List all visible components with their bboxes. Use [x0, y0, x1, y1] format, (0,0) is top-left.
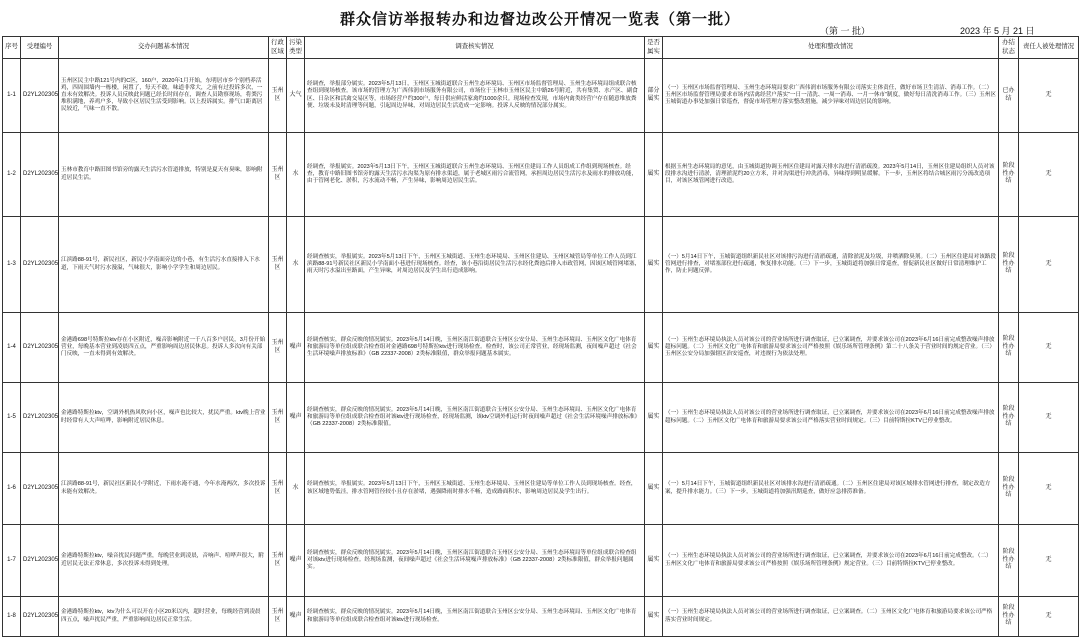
header-cell: 序号 [3, 37, 21, 59]
case-code: D2YL202305 [21, 525, 59, 597]
case-code: D2YL202305 [21, 59, 59, 133]
row-number: 1-8 [3, 597, 21, 637]
penalty-status: 无 [1019, 383, 1079, 453]
problem-description: 金港路特斯拉ktv，空调外机热风吹向小区，噪声也比较大，扰民严重。ktv晚上营业时经常有人大声喧哗，影响附近居民休息。 [59, 383, 269, 453]
row-number: 1-6 [3, 453, 21, 525]
admin-area: 玉州区 [269, 383, 287, 453]
admin-area: 玉州区 [269, 59, 287, 133]
complaint-table [2, 36, 1079, 637]
row-number: 1-1 [3, 59, 21, 133]
investigation-details: 经调查核实，群众反映的情况属实。2023年5月14日晚，玉州区南江街道联合玉州区公安分局、玉州生态环境局、玉州区文化广电体育和旅游局等单位组成联合检查组对该ktv进行现场检查，经现场监测，该ktv空调外机运行时夜间噪声超过《社会生活环境噪声排放标准》（GB 22337-2008）2类标准限值。 [305, 383, 645, 453]
completion-status: 阶段性办结 [999, 525, 1019, 597]
case-code: D2YL202305 [21, 597, 59, 637]
completion-status: 阶段性办结 [999, 217, 1019, 313]
handling-measures: （一）5月14日下午，玉城街道组织新民社区对该排污沟进行清淤疏通，清除淤泥及垃圾，并喷洒除臭剂。（二）玉州区住建局对该路段管网进行排查，对堵塞部位进行疏通，恢复排水功能。（三）下一步，玉城街道将加强日常巡查，督促新民社区做好日常清理维护工作，防止问题反弹。 [663, 217, 999, 313]
admin-area: 玉州区 [269, 453, 287, 525]
problem-description: 玉州区民主中路121号内的C区，160户，2020年1月开始，东明居市乡个别档养活鸡，四周围墙内一栋楼，闲置了，每天不敢。味道非常大，之前有过投诉多次，一直未有效解决。投诉人员反映此问题已经长时间存在，调查人员勘察现场，将粪污堆积满地，养鸡户多，导致小区居民生活受到影响。以上投诉属实。排气口距离居民较近，气味一直不散。 [59, 59, 269, 133]
handling-measures: （一）玉州生态环境局执法人员对该公司的营业场所进行调查取证，已立案调查。（二）玉州区文化广电体育和旅游局要求该公司严格落实营业时间规定。 [663, 597, 999, 637]
admin-area: 玉州区 [269, 217, 287, 313]
problem-description: 玉林市教育中路旧图书馆旁的露天生活污水管道排放，特别是夏天有臭味，影响附近居民生活。 [59, 133, 269, 217]
pollution-type: 噪声 [287, 525, 305, 597]
completion-status: 阶段性办结 [999, 133, 1019, 217]
header-cell: 交办问题基本情况 [59, 37, 269, 59]
problem-description: 金港路特斯拉ktv，ktv为什么可以开在小区20米以内，超时营业，每晚经营到凌晨四五点，噪声扰民严重，严重影响周边居民正常生活。 [59, 597, 269, 637]
verified-status: 属实 [645, 313, 663, 383]
table-row [3, 525, 1079, 597]
handling-measures: 根据玉州生态环境局的意见，由玉城街道协调玉州区住建局对露天排水沟进行清淤疏浚。2023年5月14日，玉州区住建局组织人员对该段排水沟进行清淤，清理淤泥约20立方米，并对沟渠进行冲洗消毒，异味得到明显缓解。下一步，玉州区将结合城区雨污分流改造项目，对该区域管网进行改造。 [663, 133, 999, 217]
completion-status: 阶段性办结 [999, 313, 1019, 383]
date-label: 2023 年 5 月 21 日 [960, 26, 1035, 36]
header-cell: 处理和整改情况 [663, 37, 999, 59]
table-header-row [3, 37, 1079, 59]
verified-status: 部分属实 [645, 59, 663, 133]
investigation-details: 经调查，举报属实。2023年5月13日下午，玉州区玉城街道联合玉州生态环境局、玉州区住建局工作人员组成工作组到现场核查。经查，教育中路旧图书馆旁的露天生活污水沟渠为原有排水渠道，属于老城区雨污合流管网，承担周边居民生活污水及雨水的排放功能，由于管网老化、淤积，污水流动不畅，产生异味，影响周边居民生活。 [305, 133, 645, 217]
pollution-type: 水 [287, 133, 305, 217]
penalty-status: 无 [1019, 525, 1079, 597]
pollution-type: 噪声 [287, 383, 305, 453]
handling-measures: （一）5月14日下午，玉城街道组织新民社区对该排水沟进行清淤疏通。（二）玉州区住建局对该区域排水管网进行排查，制定改造方案，提升排水能力。（三）下一步，玉城街道将加强汛期巡查，做好应急排涝准备。 [663, 453, 999, 525]
investigation-details: 经调查核实，举报属实。2023年5月13日下午，玉州区玉城街道、玉州生态环境局、玉州区住建局等单位工作人员到现场核查。经查，该区域地势低洼，排水管网管径较小且存在淤堵，遇强降雨时排水不畅，造成路面积水，影响周边居民及学生出行。 [305, 453, 645, 525]
handling-measures: （一）玉州生态环境局执法人员对该公司的营业场所进行调查取证，已立案调查，并要求该公司在2023年6月16日前完成整改噪声排放超标问题。（二）玉州区文化广电体育和旅游局要求该公司严格按照《娱乐场所管理条例》第二十八条关于营业时间的规定营业。（三）玉州区公安分局加强辖区治安巡查，对违规行为依法处理。 [663, 313, 999, 383]
table-row [3, 453, 1079, 525]
row-number: 1-3 [3, 217, 21, 313]
admin-area: 玉州区 [269, 597, 287, 637]
header-cell: 行政区域 [269, 37, 287, 59]
pollution-type: 噪声 [287, 313, 305, 383]
admin-area: 玉州区 [269, 133, 287, 217]
row-number: 1-5 [3, 383, 21, 453]
investigation-details: 经调查核实，群众反映的情况属实。2023年5月14日晚，玉州区南江街道联合玉州区公安分局、玉州生态环境局、玉州区文化广电体育和旅游局等单位组成联合检查组对该ktv进行现场检查。 [305, 597, 645, 637]
completion-status: 阶段性办结 [999, 453, 1019, 525]
case-code: D2YL202305 [21, 383, 59, 453]
pollution-type: 大气 [287, 59, 305, 133]
header-cell: 调查核实情况 [305, 37, 645, 59]
problem-description: 金港路特斯拉ktv，噪音扰民问题严重，每晚营业到凌晨，音响声、喧哗声很大，附近居民无法正常休息，多次投诉未得到处理。 [59, 525, 269, 597]
handling-measures: （一）玉州区市场监督管理局、玉州生态环境局要求广西伟润市场服务有限公司落实主体责任，做好市场卫生清洁、消毒工作。（二）玉州区市场监督管理局要求市场内活禽经营户落实“一日一清洗、一周一消毒、一月一休市”制度，做好每日清洗消毒工作。（三）玉州区玉城街道办事处加强日常巡查，督促市场管理方落实整改措施，减少异味对周边居民的影响。 [663, 59, 999, 133]
verified-status: 属实 [645, 525, 663, 597]
handling-measures: （一）玉州生态环境局执法人员对该公司的营业场所进行调查取证，已立案调查，并要求该公司在2023年6月16日前完成整改噪声排放超标问题。（二）玉州区文化广电体育和旅游局要求该公司严格落实营业时间规定。（三）目前特斯拉KTV已停业整改。 [663, 383, 999, 453]
batch-label: （第 一 批） [820, 26, 871, 36]
header-cell: 是否属实 [645, 37, 663, 59]
row-number: 1-7 [3, 525, 21, 597]
penalty-status: 无 [1019, 313, 1079, 383]
completion-status: 已办结 [999, 59, 1019, 133]
completion-status: 阶段性办结 [999, 597, 1019, 637]
verified-status: 属实 [645, 383, 663, 453]
penalty-status: 无 [1019, 217, 1079, 313]
penalty-status: 无 [1019, 597, 1079, 637]
header-cell: 责任人被处理情况 [1019, 37, 1079, 59]
table-row [3, 59, 1079, 133]
problem-description: 江滨路88-91号，新民社区新民小学附近，下雨水淹不通，今年水淹两次，多次投诉未能有效解决。 [59, 453, 269, 525]
pollution-type: 噪声 [287, 597, 305, 637]
header-cell: 污染类型 [287, 37, 305, 59]
problem-description: 金港路698号特斯拉ktv存在小区附近，噪音影响附近一千八百多户居民，3月份开始营业，每晚基本营业到凌晨四五点，严重影响周边居民休息。投诉人多次向有关部门反映，一直未得到有效解决。 [59, 313, 269, 383]
verified-status: 属实 [645, 133, 663, 217]
verified-status: 属实 [645, 597, 663, 637]
investigation-details: 经调查核实，群众反映的情况属实。2023年5月14日晚，玉州区南江街道联合玉州区公安分局、玉州生态环境局等单位组成联合检查组对该ktv进行现场检查。经现场监测，夜间噪声超过《社会生活环境噪声排放标准》（GB 22337-2008）2类标准限值，群众举报问题属实。 [305, 525, 645, 597]
table-row [3, 133, 1079, 217]
pollution-type: 水 [287, 217, 305, 313]
penalty-status: 无 [1019, 453, 1079, 525]
table-row [3, 597, 1079, 637]
handling-measures: （一）玉州生态环境局执法人员对该公司的营业场所进行调查取证，已立案调查，并要求该公司在2023年6月16日前完成整改。（二）玉州区文化广电体育和旅游局要求该公司严格按照《娱乐场所管理条例》规定营业。（三）目前特斯拉KTV已停业整改。 [663, 525, 999, 597]
table-row [3, 313, 1079, 383]
document-title: 群众信访举报转办和边督边改公开情况一览表（第一批） [339, 10, 740, 28]
row-number: 1-2 [3, 133, 21, 217]
case-code: D2YL202305 [21, 313, 59, 383]
case-code: D2YL202305 [21, 217, 59, 313]
problem-description: 江滨路88-91号，新民社区，新民小学南面旁边的小巷，有生活污水直接排入下水道，下雨天气时污水漫溢，气味很大，影响小学学生和周边居民。 [59, 217, 269, 313]
verified-status: 属实 [645, 217, 663, 313]
header-cell: 受理编号 [21, 37, 59, 59]
completion-status: 阶段性办结 [999, 383, 1019, 453]
table-row [3, 383, 1079, 453]
header-cell: 办结状态 [999, 37, 1019, 59]
verified-status: 属实 [645, 453, 663, 525]
penalty-status: 无 [1019, 133, 1079, 217]
table-row [3, 217, 1079, 313]
row-number: 1-4 [3, 313, 21, 383]
investigation-details: 经调查，举报部分属实。2023年5月13日，玉州区玉城街道联合玉州生态环境局、玉州区市场监督管理局、玉州生态环境局组成联合核查组到现场核查。该市场的管理方为广西伟润市场服务有限公司，市场位于玉林市玉州区民主中路26号附近，共有集贸、水产区、副食区、日杂区和活禽交易区等，市场经营户约300户，每日供应鲜活家禽约1000余只。现场检查发现，市场内禽类经营户存在随意堆放粪便、垃圾未及时清理等问题，引起周边异味，对周边居民生活造成一定影响。投诉人反映的情况部分属实。 [305, 59, 645, 133]
investigation-details: 经调查核实，举报属实。2023年5月13日下午，玉州区玉城街道、玉州生态环境局、玉州区住建局、玉州区城管局等单位工作人员到江滨路88-91号新民社区新民小学南面小巷进行现场核查。经查，该小巷沿街居民生活污水经化粪池后排入市政管网，因该区域管网堵塞，雨天时污水溢出至路面，产生异味，对周边居民及学生出行造成影响。 [305, 217, 645, 313]
admin-area: 玉州区 [269, 313, 287, 383]
pollution-type: 水 [287, 453, 305, 525]
table-body [3, 59, 1079, 637]
case-code: D2YL202305 [21, 133, 59, 217]
admin-area: 玉州区 [269, 525, 287, 597]
investigation-details: 经调查核实，群众反映的情况属实。2023年5月14日晚，玉州区南江街道联合玉州区公安分局、玉州生态环境局、玉州区文化广电体育和旅游局等单位组成联合检查组对金港路698号特斯拉ktv进行现场检查。检查时，该公司正常营业，经现场监测，夜间噪声超过《社会生活环境噪声排放标准》（GB 22337-2008）2类标准限值，群众举报问题基本属实。 [305, 313, 645, 383]
case-code: D2YL202305 [21, 453, 59, 525]
penalty-status: 无 [1019, 59, 1079, 133]
